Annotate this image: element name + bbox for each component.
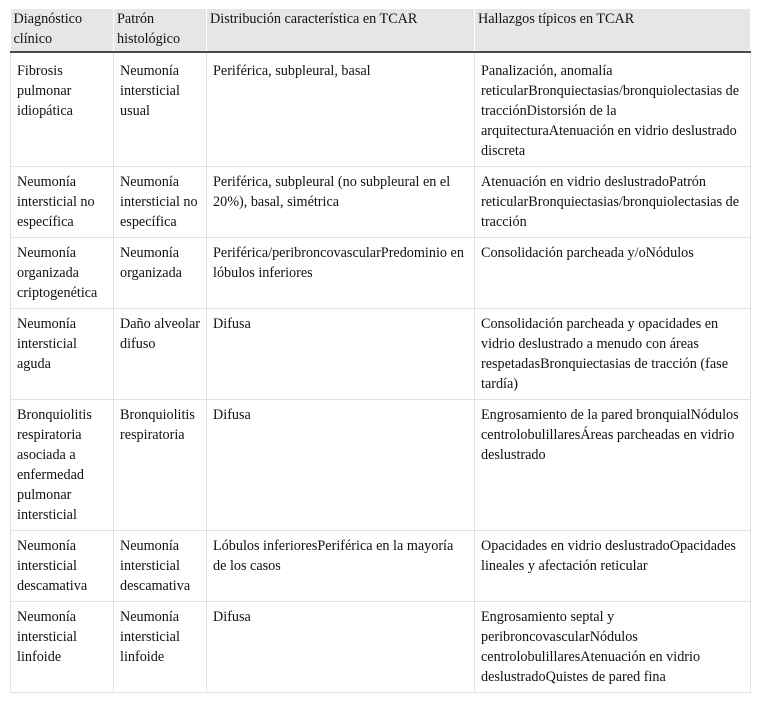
cell-diagnosis: Neumonía organizada criptogenética <box>11 238 114 309</box>
cell-distribution: Lóbulos inferioresPeriférica en la mayoría de los casos <box>207 531 475 602</box>
table-row <box>11 52 751 167</box>
header-findings: Hallazgos típicos en TCAR <box>475 9 751 52</box>
cell-diagnosis: Neumonía intersticial descamativa <box>11 531 114 602</box>
cell-findings: Consolidación parcheada y/oNódulos <box>475 238 751 309</box>
cell-diagnosis: Neumonía intersticial aguda <box>11 309 114 400</box>
cell-findings: Consolidación parcheada y opacidades en vidrio deslustrado a menudo con áreas respetadasBronquiectasias de tracción (fase tardía) <box>475 309 751 400</box>
cell-distribution: Periférica, subpleural, basal <box>207 52 475 167</box>
cell-findings: Engrosamiento de la pared bronquialNódulos centrolobulillaresÁreas parcheadas en vidrio deslustrado <box>475 400 751 531</box>
table-row <box>11 167 751 238</box>
diagnosis-table <box>10 9 751 693</box>
cell-distribution: Periférica, subpleural (no subpleural en el 20%), basal, simétrica <box>207 167 475 238</box>
cell-pattern: Neumonía intersticial linfoide <box>114 602 207 693</box>
header-pattern: Patrón histológico <box>114 9 207 52</box>
cell-diagnosis: Neumonía intersticial linfoide <box>11 602 114 693</box>
header-diagnosis: Diagnóstico clínico <box>11 9 114 52</box>
cell-findings: Panalización, anomalía reticularBronquiectasias/bronquiolectasias de tracciónDistorsión de la arquitecturaAtenuación en vidrio deslustrado discreta <box>475 52 751 167</box>
table-row <box>11 400 751 531</box>
cell-findings: Opacidades en vidrio deslustradoOpacidades lineales y afectación reticular <box>475 531 751 602</box>
table-row <box>11 309 751 400</box>
cell-diagnosis: Neumonía intersticial no específica <box>11 167 114 238</box>
cell-pattern: Bronquiolitis respiratoria <box>114 400 207 531</box>
header-row <box>11 9 751 52</box>
cell-pattern: Neumonía intersticial no específica <box>114 167 207 238</box>
cell-distribution: Difusa <box>207 400 475 531</box>
cell-pattern: Neumonía intersticial usual <box>114 52 207 167</box>
cell-diagnosis: Bronquiolitis respiratoria asociada a enfermedad pulmonar intersticial <box>11 400 114 531</box>
cell-distribution: Difusa <box>207 309 475 400</box>
cell-findings: Engrosamiento septal y peribroncovascularNódulos centrolobulillaresAtenuación en vidrio deslustradoQuistes de pared fina <box>475 602 751 693</box>
table-row <box>11 531 751 602</box>
cell-distribution: Periférica/peribroncovascularPredominio en lóbulos inferiores <box>207 238 475 309</box>
cell-pattern: Daño alveolar difuso <box>114 309 207 400</box>
cell-diagnosis: Fibrosis pulmonar idiopática <box>11 52 114 167</box>
header-distribution: Distribución característica en TCAR <box>207 9 475 52</box>
table-container <box>10 9 750 693</box>
cell-findings: Atenuación en vidrio deslustradoPatrón reticularBronquiectasias/bronquiolectasias de tracción <box>475 167 751 238</box>
cell-pattern: Neumonía intersticial descamativa <box>114 531 207 602</box>
cell-pattern: Neumonía organizada <box>114 238 207 309</box>
table-row <box>11 602 751 693</box>
table-row <box>11 238 751 309</box>
cell-distribution: Difusa <box>207 602 475 693</box>
